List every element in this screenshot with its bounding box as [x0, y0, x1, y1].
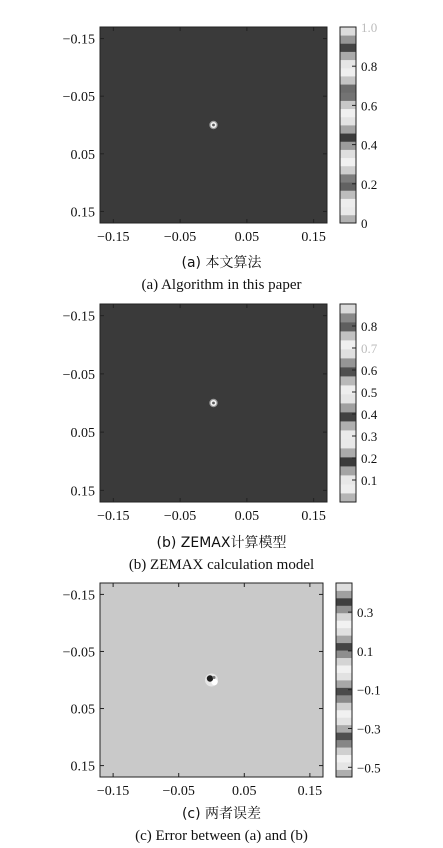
colorbar-band: [340, 43, 356, 52]
colorbar-band: [340, 52, 356, 61]
y-tick-label: 0.15: [70, 759, 95, 775]
x-tick-label: 0.05: [234, 509, 260, 524]
heatmap-panel-2: [63, 583, 381, 799]
error-negative: [207, 675, 213, 681]
colorbar-tick-label: 0.6: [361, 363, 378, 378]
y-tick-label: −0.05: [62, 90, 95, 106]
colorbar-band: [336, 658, 352, 666]
colorbar-band: [340, 27, 356, 36]
colorbar-band: [340, 376, 356, 385]
caption-c-en: (c) Error between (a) and (b): [135, 828, 308, 844]
colorbar-band: [340, 84, 356, 93]
colorbar-band: [336, 643, 352, 651]
colorbar-band: [340, 76, 356, 85]
colorbar-band: [340, 493, 356, 502]
colorbar-band: [336, 687, 352, 695]
x-tick-label: −0.05: [162, 784, 195, 799]
colorbar-tick-label: −0.5: [357, 760, 381, 776]
colorbar-band: [336, 747, 352, 755]
colorbar-tick-label: −0.3: [357, 721, 381, 737]
caption-b-cn: (b) ZEMAX计算模型: [156, 535, 287, 551]
x-tick-label: −0.15: [97, 230, 130, 245]
colorbar-tick-label: 0.7: [361, 341, 378, 356]
y-tick-label: −0.05: [62, 367, 95, 383]
colorbar-band: [340, 109, 356, 118]
colorbar-band: [336, 583, 352, 591]
colorbar-tick-label: 0.1: [361, 473, 378, 488]
colorbar-band: [340, 207, 356, 216]
colorbar-band: [336, 628, 352, 636]
colorbar-band: [340, 430, 356, 439]
colorbar-band: [336, 717, 352, 725]
colorbar-tick-label: 0.2: [361, 176, 378, 192]
colorbar-band: [340, 125, 356, 134]
colorbar-band: [340, 101, 356, 110]
colorbar: [340, 20, 378, 231]
colorbar-band: [340, 394, 356, 403]
colorbar-tick-label: 0.3: [357, 605, 374, 621]
colorbar-tick-label: 0.4: [361, 137, 378, 153]
x-tick-label: 0.05: [234, 230, 260, 245]
y-tick-label: 0.15: [70, 205, 95, 221]
colorbar-band: [340, 166, 356, 175]
colorbar-band: [340, 141, 356, 150]
colorbar-band: [340, 117, 356, 126]
colorbar-band: [340, 35, 356, 44]
colorbar-band: [340, 466, 356, 475]
x-tick-label: −0.15: [97, 509, 130, 524]
colorbar-band: [336, 762, 352, 770]
colorbar-band: [340, 367, 356, 376]
colorbar-tick-label: 0.6: [361, 98, 378, 114]
colorbar-band: [336, 598, 352, 606]
colorbar-band: [340, 421, 356, 430]
colorbar-band: [336, 680, 352, 688]
caption-b-en: (b) ZEMAX calculation model: [128, 557, 315, 573]
peak-core: [212, 402, 215, 405]
y-tick-label: −0.15: [62, 32, 95, 48]
colorbar-band: [340, 385, 356, 394]
colorbar-tick-label: 0.5: [361, 385, 378, 400]
colorbar-band: [340, 448, 356, 457]
colorbar: [340, 304, 378, 502]
colorbar-band: [336, 635, 352, 643]
caption-a-en: (a) Algorithm in this paper: [141, 277, 302, 293]
x-tick-label: 0.15: [297, 784, 323, 799]
colorbar-tick-label: 0.8: [361, 59, 378, 75]
colorbar-band: [340, 358, 356, 367]
colorbar-band: [340, 403, 356, 412]
heatmap-panel-1: [63, 304, 378, 524]
colorbar-band: [340, 331, 356, 340]
colorbar-band: [340, 133, 356, 142]
y-tick-label: 0.05: [70, 702, 95, 718]
colorbar-band: [340, 215, 356, 224]
colorbar-band: [340, 150, 356, 159]
y-tick-label: 0.05: [70, 147, 95, 163]
colorbar-band: [336, 665, 352, 673]
colorbar: [336, 583, 381, 777]
colorbar-band: [340, 60, 356, 69]
x-tick-label: −0.15: [96, 784, 130, 799]
colorbar-band: [340, 439, 356, 448]
colorbar-band: [336, 740, 352, 748]
colorbar-band: [340, 68, 356, 77]
x-tick-label: 0.15: [301, 230, 326, 245]
colorbar-band: [336, 695, 352, 703]
colorbar-band: [340, 304, 356, 313]
colorbar-band: [340, 190, 356, 199]
colorbar-band: [336, 620, 352, 628]
colorbar-band: [340, 313, 356, 322]
colorbar-band: [336, 710, 352, 718]
colorbar-band: [336, 770, 352, 778]
caption-a-cn: (a) 本文算法: [181, 255, 262, 271]
colorbar-band: [336, 732, 352, 740]
colorbar-band: [340, 174, 356, 183]
colorbar-band: [340, 322, 356, 331]
colorbar-tick-label: 0.8: [361, 319, 378, 334]
colorbar-tick-label: 0.3: [361, 429, 378, 444]
x-tick-label: −0.05: [163, 230, 197, 245]
colorbar-band: [336, 673, 352, 681]
colorbar-tick-label: 0: [361, 216, 368, 231]
colorbar-band: [340, 484, 356, 493]
colorbar-band: [336, 755, 352, 763]
error-mid: [213, 676, 216, 679]
colorbar-band: [336, 590, 352, 598]
y-tick-label: −0.05: [62, 645, 95, 661]
colorbar-tick-label: 0.4: [361, 407, 378, 422]
y-tick-label: 0.15: [70, 484, 95, 500]
colorbar-band: [340, 412, 356, 421]
colorbar-band: [340, 158, 356, 167]
colorbar-tick-label: −0.1: [357, 682, 381, 698]
caption-c-cn: (c) 两者误差: [181, 806, 262, 822]
colorbar-band: [340, 92, 356, 101]
colorbar-band: [336, 613, 352, 621]
peak-core: [212, 124, 215, 127]
x-tick-label: −0.05: [163, 509, 197, 524]
colorbar-band: [340, 199, 356, 208]
colorbar-band: [340, 349, 356, 358]
heatmap-panel-0: [63, 20, 378, 245]
y-tick-label: 0.05: [70, 426, 95, 442]
x-tick-label: 0.05: [232, 784, 257, 799]
colorbar-band: [336, 702, 352, 710]
x-tick-label: 0.15: [301, 509, 326, 524]
y-tick-label: −0.15: [62, 588, 95, 604]
colorbar-tick-label: 1.0: [361, 20, 378, 35]
colorbar-tick-label: 0.1: [357, 643, 374, 659]
colorbar-tick-label: 0.2: [361, 451, 378, 466]
y-tick-label: −0.15: [62, 309, 95, 325]
